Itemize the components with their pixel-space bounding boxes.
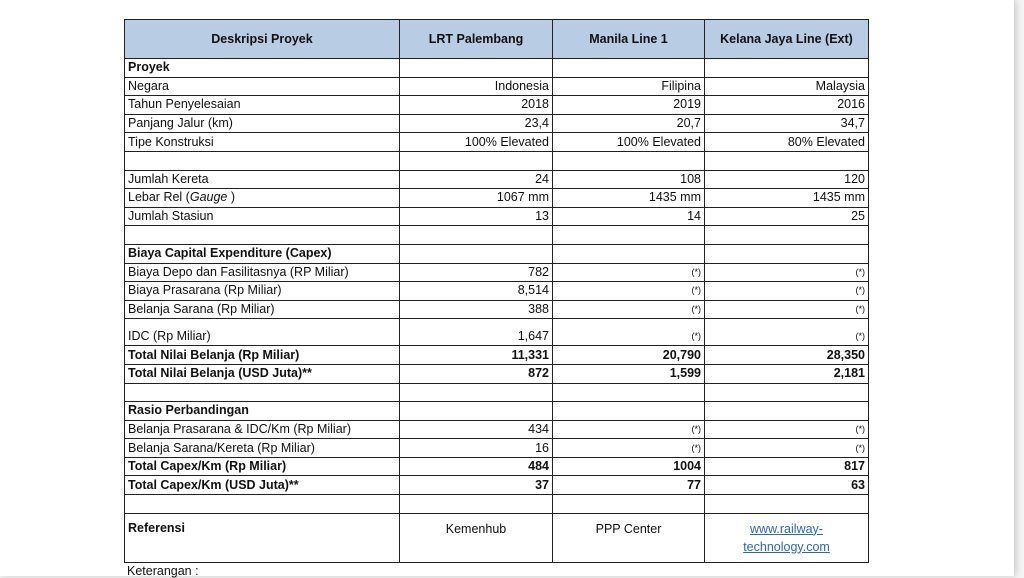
table-row bbox=[125, 346, 869, 365]
header-description: Deskripsi Proyek bbox=[125, 20, 400, 59]
row-label bbox=[125, 151, 400, 170]
row-value: (*) bbox=[553, 263, 705, 282]
row-value: 2018 bbox=[400, 96, 553, 115]
row-value: 14 bbox=[553, 207, 705, 226]
table-row bbox=[125, 114, 869, 133]
row-value: 8,514 bbox=[400, 282, 553, 301]
row-value: 11,331 bbox=[400, 346, 553, 365]
reference-link-cell[interactable] bbox=[705, 513, 869, 562]
table-row bbox=[125, 383, 869, 402]
table-row bbox=[125, 319, 869, 346]
reference-source: Kemenhub bbox=[400, 513, 553, 562]
row-value: 484 bbox=[400, 457, 553, 476]
row-value: (*) bbox=[705, 282, 869, 301]
row-value: 1067 mm bbox=[400, 189, 553, 208]
table-row bbox=[125, 439, 869, 458]
row-value: 2019 bbox=[553, 96, 705, 115]
table-row bbox=[125, 226, 869, 245]
row-value bbox=[400, 59, 553, 78]
row-value: 1435 mm bbox=[553, 189, 705, 208]
row-value bbox=[553, 402, 705, 421]
row-value bbox=[705, 402, 869, 421]
row-value: 782 bbox=[400, 263, 553, 282]
row-label: Total Nilai Belanja (Rp Miliar) bbox=[125, 346, 400, 365]
row-value: 24 bbox=[400, 170, 553, 189]
row-label bbox=[125, 383, 400, 402]
row-value: (*) bbox=[705, 300, 869, 319]
table-row bbox=[125, 133, 869, 152]
table-row bbox=[125, 96, 869, 115]
row-value bbox=[400, 151, 553, 170]
row-label: Tahun Penyelesaian bbox=[125, 96, 400, 115]
table-row bbox=[125, 364, 869, 383]
row-label: Biaya Prasarana (Rp Miliar) bbox=[125, 282, 400, 301]
row-value: 1,599 bbox=[553, 364, 705, 383]
row-value: 817 bbox=[705, 457, 869, 476]
row-value bbox=[553, 383, 705, 402]
row-value bbox=[705, 383, 869, 402]
table-row bbox=[125, 151, 869, 170]
reference-label: Referensi bbox=[125, 513, 400, 562]
row-label: Panjang Jalur (km) bbox=[125, 114, 400, 133]
row-value bbox=[553, 495, 705, 514]
row-label: Lebar Rel (Gauge ) bbox=[125, 189, 400, 208]
row-label: Jumlah Stasiun bbox=[125, 207, 400, 226]
row-value: (*) bbox=[705, 319, 869, 346]
row-value: (*) bbox=[705, 439, 869, 458]
row-value: (*) bbox=[705, 263, 869, 282]
row-label: Belanja Prasarana & IDC/Km (Rp Miliar) bbox=[125, 420, 400, 439]
row-label: Total Capex/Km (USD Juta)** bbox=[125, 476, 400, 495]
row-label: Rasio Perbandingan bbox=[125, 402, 400, 421]
row-value: 1,647 bbox=[400, 319, 553, 346]
table-row bbox=[125, 263, 869, 282]
row-value bbox=[400, 244, 553, 263]
table-row bbox=[125, 170, 869, 189]
header-lrt-palembang: LRT Palembang bbox=[400, 20, 553, 59]
row-value: 1004 bbox=[553, 457, 705, 476]
row-value: 25 bbox=[705, 207, 869, 226]
row-value: (*) bbox=[553, 420, 705, 439]
header-kelana-jaya: Kelana Jaya Line (Ext) bbox=[705, 20, 869, 59]
row-value: 37 bbox=[400, 476, 553, 495]
footnote-label: Keterangan : bbox=[127, 564, 199, 578]
row-value: 388 bbox=[400, 300, 553, 319]
row-value bbox=[400, 402, 553, 421]
row-value: Indonesia bbox=[400, 77, 553, 96]
table-row bbox=[125, 244, 869, 263]
table-row bbox=[125, 495, 869, 514]
row-label: Total Capex/Km (Rp Miliar) bbox=[125, 457, 400, 476]
row-value: 63 bbox=[705, 476, 869, 495]
row-value: 108 bbox=[553, 170, 705, 189]
table-row bbox=[125, 77, 869, 96]
row-value bbox=[553, 226, 705, 245]
table-row bbox=[125, 189, 869, 208]
row-value bbox=[705, 151, 869, 170]
row-label: Biaya Capital Expenditure (Capex) bbox=[125, 244, 400, 263]
row-value bbox=[705, 244, 869, 263]
row-label: Negara bbox=[125, 77, 400, 96]
row-value: 20,7 bbox=[553, 114, 705, 133]
reference-link[interactable]: www.railway-technology.com bbox=[743, 521, 830, 554]
row-value bbox=[400, 495, 553, 514]
row-value: 1435 mm bbox=[705, 189, 869, 208]
row-label: Biaya Depo dan Fasilitasnya (RP Miliar) bbox=[125, 263, 400, 282]
row-value: (*) bbox=[553, 319, 705, 346]
row-value: 16 bbox=[400, 439, 553, 458]
row-value: 120 bbox=[705, 170, 869, 189]
row-value bbox=[553, 59, 705, 78]
row-label: Belanja Sarana (Rp Miliar) bbox=[125, 300, 400, 319]
row-value bbox=[553, 151, 705, 170]
reference-row bbox=[125, 513, 869, 562]
row-value: Filipina bbox=[553, 77, 705, 96]
row-value: 80% Elevated bbox=[705, 133, 869, 152]
table-row bbox=[125, 457, 869, 476]
row-label: IDC (Rp Miliar) bbox=[125, 319, 400, 346]
gauge-emphasis: Gauge bbox=[189, 190, 228, 205]
row-value: (*) bbox=[553, 300, 705, 319]
row-value: 23,4 bbox=[400, 114, 553, 133]
row-value bbox=[553, 244, 705, 263]
row-value: 2016 bbox=[705, 96, 869, 115]
row-value: (*) bbox=[553, 439, 705, 458]
row-value: 13 bbox=[400, 207, 553, 226]
table-row bbox=[125, 282, 869, 301]
row-value: 2,181 bbox=[705, 364, 869, 383]
row-value bbox=[400, 383, 553, 402]
comparison-table bbox=[124, 19, 869, 563]
table-row bbox=[125, 420, 869, 439]
row-value: 100% Elevated bbox=[553, 133, 705, 152]
row-value: 34,7 bbox=[705, 114, 869, 133]
reference-source: PPP Center bbox=[553, 513, 705, 562]
row-value bbox=[705, 59, 869, 78]
row-value: 77 bbox=[553, 476, 705, 495]
row-value: 28,350 bbox=[705, 346, 869, 365]
row-value: 434 bbox=[400, 420, 553, 439]
table-row bbox=[125, 59, 869, 78]
table-row bbox=[125, 402, 869, 421]
row-label bbox=[125, 226, 400, 245]
table-row bbox=[125, 476, 869, 495]
row-label: Jumlah Kereta bbox=[125, 170, 400, 189]
row-value: 100% Elevated bbox=[400, 133, 553, 152]
header-manila-line-1: Manila Line 1 bbox=[553, 20, 705, 59]
row-value: (*) bbox=[553, 282, 705, 301]
table-row bbox=[125, 300, 869, 319]
row-value bbox=[400, 226, 553, 245]
row-label: Tipe Konstruksi bbox=[125, 133, 400, 152]
row-value: Malaysia bbox=[705, 77, 869, 96]
row-label: Proyek bbox=[125, 59, 400, 78]
row-value bbox=[705, 226, 869, 245]
table-body bbox=[125, 59, 869, 563]
table-row bbox=[125, 207, 869, 226]
row-value: 20,790 bbox=[553, 346, 705, 365]
row-value bbox=[705, 495, 869, 514]
row-label bbox=[125, 495, 400, 514]
row-value: (*) bbox=[705, 420, 869, 439]
row-value: 872 bbox=[400, 364, 553, 383]
row-label: Total Nilai Belanja (USD Juta)** bbox=[125, 364, 400, 383]
row-label: Belanja Sarana/Kereta (Rp Miliar) bbox=[125, 439, 400, 458]
header-row bbox=[125, 20, 869, 59]
